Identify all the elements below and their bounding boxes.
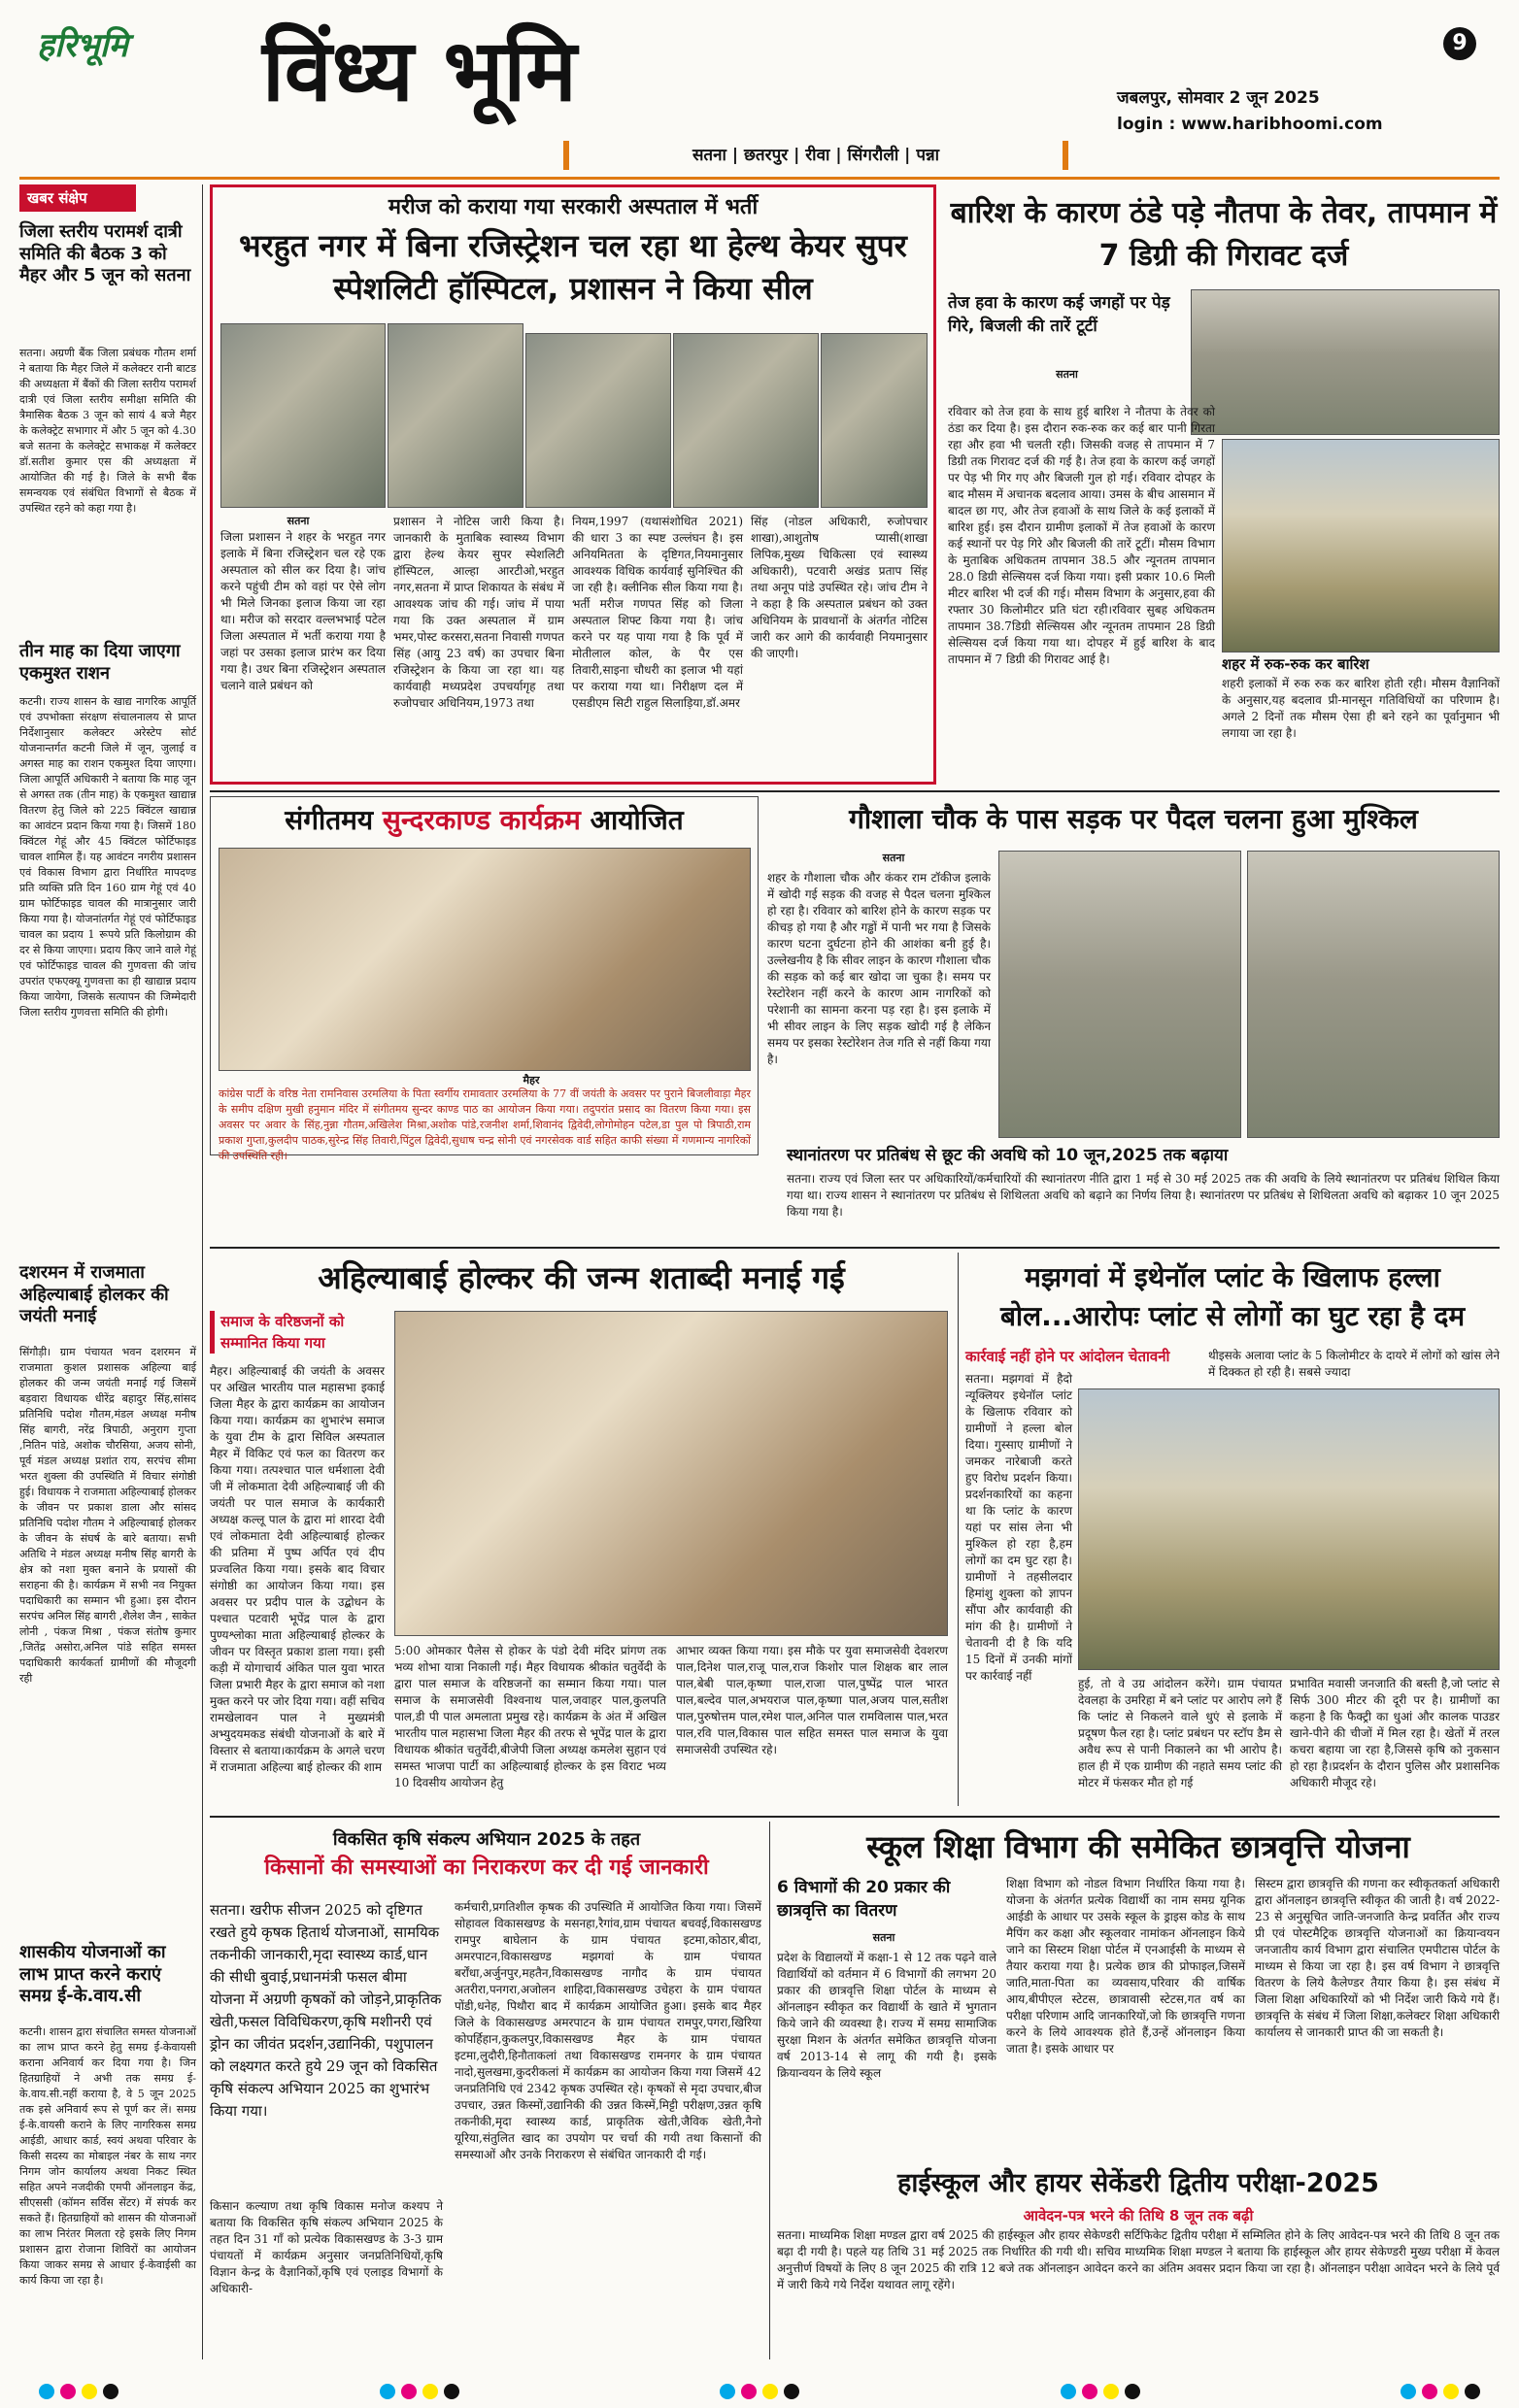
story-hospital xyxy=(210,184,936,785)
sidebar-item-body: कटनी। राज्य शासन के खाद्य नागरिक आपूर्ति एवं उपभोक्ता संरक्षण संचालनालय से प्राप्त निर्देशानुसार कलेक्टर अरेस्टेप सोर्ट योजनान्तर्गत कटनी जिले में जून, जुलाई व अगस्त माह का राशन एकमुश्त दिया जाएगा। जिला आपूर्ति अधिकारी ने बताया कि माह जून से अगस्त तक (तीन माह) के एकमुश्त खाद्यान्न वितरण हेतु जिले को 225 क्विंटल खाद्यान्न का आवंटन प्रदान किया गया है। जिसमें 180 क्विंटल गेहूं और 45 क्विंटल फोर्टिफाइड चावल शामिल हैं। यह आवंटन नगरीय प्रशासन एवं विकास विभाग द्वारा निर्धारित मापदण्ड प्रति व्यक्ति प्रति दिन 160 ग्राम गेहूं एवं 40 ग्राम फोर्टिफाइड चावल की मात्रानुसार जारी किया गया है। योजनांतर्गत गेहूं एवं फोर्टिफाइड चावल का प्रदाय 1 रूपये प्रति किलोग्राम की दर से किया जाएगा। प्रदाय किए जाने वाले गेहूं एवं फोर्टिफाइड चावल की गुणवत्ता की जांच उपरांत एफएक्यू गुणवत्ता का ही खाद्यान्न प्रदाय किया जायेगा, जिसके सत्यापन की जिम्मेदारी जिला स्तरीय गुणवत्ता समिति की होगी। xyxy=(19,695,196,1019)
registration-dot xyxy=(39,2384,54,2399)
sidebar-divider xyxy=(202,184,203,2359)
divider-vertical xyxy=(958,1253,959,1806)
photo-hospital-ward xyxy=(821,333,928,508)
registration-dot xyxy=(1401,2384,1416,2399)
sidebar xyxy=(19,184,196,2359)
section-title: विंध्य भूमि xyxy=(262,19,577,120)
photo-inspection xyxy=(673,333,819,508)
sidebar-item-body: सतना। अग्रणी बैंक जिला प्रबंधक गौतम शर्मा ने बताया कि मैहर जिले में कलेक्टर रानी बाटड की अध्यक्षता में बैंकों की जिला स्तरीय परामर्श दात्री एवं जिला स्तरीय समीक्षा समिति की त्रैमासिक बैठक 3 जून को सायं 4 बजे मैहर के कलेक्ट्रेट सभागार में और 5 जून को 4.30 बजे सतना के कलेक्ट्रेट सभाकक्ष में कलेक्टर डॉ.सतीश कुमार एस की अध्यक्षता में आयोजित की गई है। जिले के सभी बैंक समन्वयक एवं संबंधित विभागों से बैठक में उपस्थित रहने को कहा गया है। xyxy=(19,347,196,515)
registration-dot-group xyxy=(720,2384,799,2399)
registration-strip xyxy=(0,2375,1519,2408)
district-singrauli[interactable]: सिंगरौली xyxy=(847,146,899,165)
story-headline: भरहुत नगर में बिना रजिस्ट्रेशन चल रहा था हेल्थ केयर सुपर स्पेशलिटी हॉस्पिटल, प्रशासन ने किया सील xyxy=(239,227,907,307)
story-caption: कांग्रेस पार्टी के वरिष्ठ नेता रामनिवास उरमलिया के पिता स्वर्गीय रामावतार उरमलिया के 77 वीं जयंती के अवसर पर पुराने बिजलीवाड़ा मैहर के समीप दक्षिण मुखी हनुमान मंदिर में संगीतमय सुन्दर काण्ड पाठ का आयोजन किया गया। तदुपरांत प्रसाद का वितरण किया गया। इस अवसर पर अवार के सिंह,नुन्ना गौतम,अखिलेश मिश्रा,अशोक पांडे,रजनीश शर्मा,शिवानंद द्विवेदी,लोगोमोहन पटेल,डा पुल पो त्रिपाठी,राम प्रकाश गुप्ता,कुलदीप पाठक,सुरेन्द्र सिंह तिवारी,पिंटुल द्विवेदी,सुधाष चन्द्र सोनी एवं नगरसेवक वार्ड सहित काफी संख्या में गणमान्य नागरिकों की उपस्थिति रही। xyxy=(219,1087,751,1162)
photo-caption: शहर में रुक-रुक कर बारिश xyxy=(1222,655,1369,673)
story-body: शहर के गौशाला चौक और कंकर राम टॉकीज इलाके में खोदी गई सड़क की वजह से पैदल चलना मुश्किल हो रहा है। रविवार को बारिश होने के कारण सड़क पर कीचड़ हो गया है और गड्ढों में पानी भर गया है जिसके कारण घटना दुर्घटना होने की आशंका बनी हुई है। उल्लेखनीय है कि सीवर लाइन के कारण गौशाला चौक की सड़क को कई बार खोदा जा चुका है। समय पर रेस्टोरेशन नहीं करने के कारण आम नागरिकों को परेशानी का सामना करना पड़ रहा है। इस इलाके में भी सीवर लाइन के लिए सड़क खोदी गई है लेकिन समय पर इसका रेस्टोरेशन तेज गति से नहीं किया गया है। xyxy=(767,871,991,1066)
district-bar: सतना | छतरपुर | रीवा | सिंगरौली | पन्ना xyxy=(563,141,1068,170)
story-headline: मझगवां में इथेनॉल प्लांट के खिलाफ हल्ला बोल...आरोपः प्लांट से लोगों का घुट रहा है दम xyxy=(999,1261,1466,1332)
sidebar-item-head: शासकीय योजनाओं का लाभ प्राप्त करने कराएं समग्र ई-के.वाय.सी xyxy=(19,1942,166,2006)
photo-officials xyxy=(388,323,523,508)
divider-vertical xyxy=(769,1822,770,2359)
story-col-2: कर्मचारी,प्रगतिशील कृषक की उपस्थिति में आयोजित किया गया। जिसमें सोहावल विकासखण्ड के मसनहा,रैगांव,ग्राम पंचायत बचवई,विकासखण्ड रामपुर बाघेलान के ग्राम पंचायत इटमा,कोठार,बीदा, अमरपाटन,विकासखण्ड मझगवां के ग्राम पंचायत बर्रोंधा,अर्जुनपुर,महतैन,विकासखण्ड नागौद के ग्राम पंचायत अतरीरा,पनगरा,अजोलन शाहिदा,विकासखण्ड उचेहरा के ग्राम पंचायत पोंडी,धनेह, पिथौरा बाद में कार्यक्रम आयोजित हुआ। इसके बाद मैहर जिले के विकासखण्ड अमरपाटन के ग्राम पंचायत रामपुर,पगरा,खिरिया कोपर्हिहान,कुकलपुर,विकासखण्ड मैहर के ग्राम पंचायत इटमा,लुदौरी,हिनौताकलां तथा विकासखण्ड रामनगर के ग्राम पंचायत नादो,सुलखमा,कुदरीकलां में कार्यक्रम का आयोजन किया गया जिसमें 42 जनप्रतिनिधि एवं 2342 कृषक उपस्थित रहे। कृषकों से मृदा उपचार,बीज उपचार, उन्नत किस्मों,उद्यानिकी की उन्नत किस्में,मिट्टी परीक्षण,उन्नत कृषि तकनीकी,मृदा स्वास्थ्य कार्ड, प्राकृतिक खेती,जैविक खेती,नैनो यूरिया,संतुलित खाद का उपयोग पर चर्चा की गयी तथा किसानों की समस्याओं और उनके निराकरण से संबंधित जानकारी दी गई। xyxy=(455,1900,761,2161)
story-col-3: आभार व्यक्त किया गया। इस मौके पर युवा समाजसेवी देवशरण पाल,दिनेश पाल,राजू पाल,राज किशोर पाल शिक्षक बार लाल पाल,बेबी पाल,कृष्णा पाल,राजा पाल,पुष्पेंद्र पाल भारत पाल,बल्देव पाल,अभयराज पाल,कृष्णा पाल,अजय पाल,सतीश पाल,पुरुषोत्तम पाल,रमेश पाल,अनिल पाल रामविलास पाल,भरत पाल,रवि पाल,विकास पाल सहित समस्त पाल समाज के युवा समाजसेवी उपस्थित रहे। xyxy=(676,1644,948,1756)
story-krishi xyxy=(210,1822,763,2365)
page-number: 9 xyxy=(1443,27,1476,60)
registration-dot xyxy=(444,2384,459,2399)
photo-flooded-street xyxy=(1191,289,1500,435)
issue-date: जबलपुर, सोमवार 2 जून 2025 xyxy=(1117,88,1320,108)
story-ethanol xyxy=(965,1253,1500,1811)
registration-dot xyxy=(784,2384,799,2399)
story-subhead: समाज के वरिष्ठजनों को सम्मानित किया गया xyxy=(210,1311,385,1354)
story-bottom-right: प्रभावित मवासी जनजाति की बस्ती है,जो प्लांट से सिर्फ 300 मीटर की दूरी पर है। ग्रामीणों का कहना है कि फैक्ट्री का धुआं और कालक पाउडर खाने-पीने की चीजों में मिल रहा है। खेतों में तरल कचरा बहाया जा रहा है,जिससे कृषि को नुकसान हो रहा है।प्रदर्शन के दौरान पुलिस और प्रशासनिक अधिकारी मौजूद रहे। xyxy=(1290,1677,1500,1789)
story-col-2: शिक्षा विभाग को नोडल विभाग निर्धारित किया गया है। योजना के अंतर्गत प्रत्येक विद्यार्थी का नाम समग्र यूनिक आईडी के आधार पर उसके स्कूल के ड्राइस कोड के साथ मैपिंग कर कक्षा और स्कूलवार नामांकन ऑनलाइन किये जाने का सिस्टम शिक्षा पोर्टल में एनआईसी के माध्यम से तैयार कराया गया है। प्रत्येक छात्र की प्रोफाइल,जिसमें जाति,माता-पिता का व्यवसाय,परिवार की वार्षिक आय,बीपीएल स्टेटस, छात्रावासी स्टेटस,गत वर्ष का परीक्षा परिणाम आदि जानकारियों,जो कि छात्रवृत्ति गणना करने के लिये आवश्यक होते हैं,उन्हें ऑनलाइन किया जाता है। इसके आधार पर xyxy=(1006,1877,1245,2056)
story-credit: सतना xyxy=(872,1931,895,1944)
sidebar-item-body: कटनी। शासन द्वारा संचालित समस्त योजनाओं का लाभ प्राप्त करने हेतु समग्र ई-केवायसी कराना अनिवार्य कर दिया गया है। जिन हितग्राहियों ने अभी तक समग्र ई-के.वाय.सी.नहीं कराया है, वे 5 जून 2025 तक इसे अनिवार्य रूप से पूर्ण कर लें। समग्र ई-के.वायसी कराने के लिए नागरिकस समग्र आईडी, आधार कार्ड, स्वयं अथवा परिवार के किसी सदस्य का मोबाइल नंबर के साथ नगर निगम जोन कार्यालय अथवा निकट स्थित सहित अपने नजदीकी एमपी ऑनलाइन केंद्र, सीएससी (कॉमन सर्विस सेंटर) में संपर्क कर सकते हैं। हितग्राहियों को शासन की योजनाओं का लाभ निरंतर मिलता रहे इसके लिए निगम प्रशासन द्वारा रोजाना शिविरों का आयोजन किया जाकर समग्र से आधार ई-केवाईसी का कार्य किया जा रहा है। xyxy=(19,2025,196,2287)
story-kicker: मरीज को कराया गया सरकारी अस्पताल में भर्ती xyxy=(388,195,759,219)
story-credit: मैहर xyxy=(523,1074,540,1087)
story-body: रविवार को तेज हवा के साथ हुई बारिश ने नौतपा के तेवर को ठंडा कर दिया है। इस दौरान रुक-रुक कर कई बार पानी गिरता रहा और हवा भी चलती रही। जिसकी वजह से तापमान में 7 डिग्री तक गिरावट दर्ज की गई है। तेज हवा के कारण कई जगहों पर पेड़ भी गिर गए और बिजली गुल हो गई। रविवार दोपहर के बाद मौसम में अचानक बदलाव आया। उमस के बीच आसमान में बादल छा गए, और तेज हवाओं के साथ जिले के कई इलाकों में बारिश हुई। इस दौरान ग्रामीण इलाकों में तेज हवाओं के कारण कई स्थानों पर पेड़ गिरे और बिजली की तारें टूटीं। मौसम विभाग के मुताबिक अधिकतम तापमान 38.5 और न्यूनतम तापमान 28.0 डिग्री सेल्सियस दर्ज किया गया। इसी प्रकार 10.6 मिली मीटर बारिश भी दर्ज की गई। मौसम विभाग के अनुसार,हवा की रफ्तार 30 किलोमीटर प्रति घंटा रही।रविवार सुबह अधिकतम तापमान 38.7डिग्री सेल्सियस और न्यूनतम तापमान 28 डिग्री सेल्सियस दर्ज किया गया था। दोपहर में हुई बारिश के बाद तापमान में 7 डिग्री की गिरावट आई है। xyxy=(948,405,1215,666)
registration-dot xyxy=(1061,2384,1076,2399)
story-top-right: थीइसके अलावा प्लांट के 5 किलोमीटर के दायरे में लोगों को खांस लेने में दिक्कत हो रही है। सबसे ज्यादा xyxy=(1208,1349,1500,1379)
story-headline: किसानों की समस्याओं का निराकरण कर दी गई जानकारी xyxy=(264,1856,709,1880)
registration-dot-group xyxy=(380,2384,459,2399)
divider xyxy=(210,1247,1500,1249)
story-col-2: प्रशासन ने नोटिस जारी किया है। जानकारी के मुताबिक स्वास्थ्य विभाग द्वारा हेल्थ केयर सुपर स्पेशलिटी हॉस्पिटल, आल्हा आरटीओ,भरहुत नगर,सतना में प्राप्त शिकायत के संबंध में आवश्यक जांच की गई। जांच में पाया गया कि उक्त अस्पताल में ग्राम भमर,पोस्ट करसरा,सतना निवासी गणपत सिंह (आयु 23 वर्ष) का उपचार बिना रजिस्ट्रेशन के किया जा रहा था। यह कार्यवाही मध्यप्रदेश उपचर्यागृह तथा रुजोपचार अधिनियम,1973 तथा xyxy=(393,515,564,710)
story-headline: स्कूल शिक्षा विभाग की समेकित छात्रवृत्ति योजना xyxy=(866,1828,1410,1865)
photo-waterlogged-lane xyxy=(1247,851,1500,1138)
district-panna[interactable]: पन्ना xyxy=(916,146,940,165)
district-satna[interactable]: सतना xyxy=(692,146,726,165)
story-col-1: सतना। मझगवां में हैदो न्यूक्लियर इथेनॉल प्लांट के खिलाफ रविवार को ग्रामीणों ने हल्ला बोल दिया। गुस्साए ग्रामीणों ने जमकर नारेबाजी करते हुए विरोध प्रदर्शन किया। प्रदर्शनकारियों का कहना था कि प्लांट के कारण यहां पर सांस लेना भी मुश्किल हो रहा है,हम लोगों का दम घुट रहा है। ग्रामीणों ने तहसीलदार हिमांशु शुक्ला को ज्ञापन सौंपा और कार्यवाही की मांग की है। ग्रामीणों ने चेतावनी दी है कि यदि 15 दिनों में उनकी मांगों पर कार्रवाई नहीं xyxy=(965,1372,1072,1683)
registration-dot xyxy=(380,2384,395,2399)
sidebar-item-head: जिला स्तरीय परामर्श दात्री समिति की बैठक 3 को मैहर और 5 जून को सतना xyxy=(19,221,191,285)
registration-dot xyxy=(720,2384,735,2399)
story-kicker: विकसित कृषि संकल्प अभियान 2025 के तहत xyxy=(332,1829,641,1850)
registration-dot xyxy=(1465,2384,1480,2399)
story-credit: सतना xyxy=(287,515,310,527)
district-chhatarpur[interactable]: छतरपुर xyxy=(744,146,789,165)
story-subhead: तेज हवा के कारण कई जगहों पर पेड़ गिरे, बिजली की तारें टूटीं xyxy=(948,293,1170,336)
story-sundarkand xyxy=(210,796,759,1162)
story-col-2: 5:00 ओमकार पैलेस से होकर के पंडो देवी मंदिर प्रांगण तक भव्य शोभा यात्रा निकाली गई। मैहर विधायक श्रीकांत चतुर्वेदी के द्वारा पाल समाज के वरिष्ठजनों का सम्मान किया गया। पाल समाज के समाजसेवी विश्वनाथ पाल,जवाहर पाल,कुलपति पाल,डी पी पाल अमलाता प्रमुख रहे। कार्यक्रम के अंत में अखिल भारतीय पाल महासभा जिला मैहर की तरफ से भूपेंद्र पाल के द्वारा विधायक श्रीकांत चतुर्वेदी,बीजेपी जिला अध्यक्ष कमलेश सुहान एवं समस्त भाजपा पार्टी का अहिल्याबाई होल्कर के इस विराट भव्य 10 दिवसीय आयोजन हेतु xyxy=(394,1644,666,1789)
story-exam xyxy=(777,2167,1500,2361)
divider xyxy=(210,790,1500,792)
story-transfer xyxy=(767,1146,1500,1243)
story-gaushala xyxy=(767,796,1500,1146)
photo-sealed-door xyxy=(220,323,386,508)
registration-dot xyxy=(1125,2384,1140,2399)
story-subhead: आवेदन-पत्र भरने की तिथि 8 जून तक बढ़ी xyxy=(1023,2207,1254,2224)
registration-dot xyxy=(103,2384,118,2399)
story-body: सतना। माध्यमिक शिक्षा मण्डल द्वारा वर्ष 2025 की हाईस्कूल और हायर सेकेण्डरी सर्टिफिकेट द्वितीय परीक्षा में सम्मिलित होने के लिए आवेदन-पत्र भरने की तिथि 8 जून तक बढ़ा दी गयी है। पहले यह तिथि 31 मई 2025 तक निर्धारित की गयी थी। सचिव माध्यमिक शिक्षा मण्डल ने बताया कि हाईस्कूल और हायर सेकेण्डरी मुख्य परीक्षा में केवल अनुत्तीर्ण विषयों के लिए 8 जून 2025 की रात्रि 12 बजे तक ऑनलाइन आवेदन करने का अंतिम अवसर प्रदान किया जा रहा है। ऑनलाइन परीक्षा आवेदन भरने के लिये पूर्व में जारी किये गये निर्देश यथावत लागू रहेंगे। xyxy=(777,2228,1500,2291)
story-headline: संगीतमय सुन्दरकाण्ड कार्यक्रम आयोजित xyxy=(285,804,684,836)
masthead xyxy=(0,0,1519,184)
story-bottom-mid: हुई, तो वे उग्र आंदोलन करेंगे। ग्राम पंचायत देवलहा के उमरिहा में बने प्लांट पर आरोप लगे हैं कि प्लांट से निकलने वाले धुएं से इलाके में प्रदूषण फैल रहा है। प्लांट प्रबंधन पर स्टॉप डैम से अवैध रूप से पानी निकालने का भी आरोप है। हाल ही में एक ग्रामीण की नहाते समय प्लांट की मोटर में फंसकर मौत हो गई xyxy=(1078,1677,1282,1789)
registration-dot xyxy=(1082,2384,1097,2399)
registration-dot xyxy=(60,2384,76,2399)
story-scholarship xyxy=(777,1822,1500,2161)
sidebar-item-body: सिंगौड़ी। ग्राम पंचायत भवन दशरमन में राजमाता कुशल प्रशासक अहिल्या बाई होलकर की जन्म जयंती मनाई गई जिसमें बड़वारा विधायक धीरेंद्र बहादुर सिंह,सांसद प्रतिनिधि पदोश गौतम,मंडल अध्यक्ष मनीष सिंह बागरी, नरेंद्र त्रिपाठी, अनुराग गुप्ता ,नितिन पांडे, अशोक चौरसिया, अजय सोनी, पूर्व मंडल अध्यक्ष प्रशांत राय, सरपंच सीमा भरत शुक्ला की उपस्थिति में विचार संगोष्ठी हुई। विधायक ने राजमाता अहिल्याबाई होलकर के जीवन पर प्रकाश डाला और सांसद प्रतिनिधि पदोश गौतम ने अहिल्याबाई होलकर के जीवन के संघर्ष के बारे बताया। सभी अतिथि ने मंडल अध्यक्ष मनीष सिंह बागरी के क्षेत्र को नशा मुक्त बनाने के प्रयासों की सराहना की है। कार्यक्रम में सभी नव नियुक्त पदाधिकारी का सम्मान भी हुआ। इस दौरान सरपंच अनिल सिंह बागरी ,शैलेश जैन , साकेत लोनी , पंकज मिश्रा , पंकज संतोष कुमार ,जितेंद्र असोरा,अनिल पांडे सहित समस्त पदाधिकारी कार्यकर्ता ग्रामीणों की मौजूदगी रही xyxy=(19,1346,196,1685)
registration-dot xyxy=(1422,2384,1437,2399)
photo-pal-samaj xyxy=(394,1311,948,1636)
registration-dot-group xyxy=(1401,2384,1480,2399)
registration-dot xyxy=(1103,2384,1119,2399)
registration-dot xyxy=(82,2384,97,2399)
photo-patient-bed xyxy=(525,333,671,508)
story-credit: सतना xyxy=(1056,368,1078,381)
brand-logo: हरिभूमि xyxy=(37,26,128,65)
registration-dot xyxy=(762,2384,778,2399)
photo-ethanol-protest xyxy=(1078,1388,1500,1670)
story-body: सतना। राज्य एवं जिला स्तर पर अधिकारियों/कर्मचारियों की स्थानांतरण नीति द्वारा 1 मई से 30 मई 2025 तक की अवधि के लिये स्थानांतरण पर प्रतिबंध शिथिल किया गया था। राज्य शासन ने स्थानांतरण पर प्रतिबंध से शिथिलता अवधि को बढ़ाने का निर्णय लिया है। स्थानांतरण पर प्रतिबंध से शिथिलता अवधि को बढ़ाकर 10 जून 2025 किया गया है। xyxy=(787,1172,1500,1219)
story-credit: सतना xyxy=(882,852,905,864)
registration-dot xyxy=(422,2384,438,2399)
district-rewa[interactable]: रीवा xyxy=(805,146,830,165)
photo-muddy-road xyxy=(998,851,1241,1138)
story-subhead: 6 विभागों की 20 प्रकार की छात्रवृत्ति का वितरण xyxy=(777,1878,951,1921)
photo-fallen-tree xyxy=(1222,439,1500,652)
registration-dot-group xyxy=(1061,2384,1140,2399)
story-lead: सतना। खरीफ सीजन 2025 को दृष्टिगत रखते हुये कृषक हितार्थ योजनाओं, सामयिक तकनीकी जानकारी,मृदा स्वास्थ्य कार्ड,धान की सीधी बुवाई,प्रधानमंत्री फसल बीमा योजना में अग्रणी कृषकों को जोड़ने,प्राकृतिक खेती,फसल विविधिकरण,कृषि मशीनरी एवं ड्रोन का जीवंत प्रदर्शन,उद्यानिकी, पशुपालन को लक्ष्यगत करते हुये 29 जून को विकसित कृषि संकल्प अभियान 2025 का शुभारंभ किया गया। xyxy=(210,1901,442,2120)
story-col-3: नियम,1997 (यथासंशोधित 2021) की धारा 3 का स्पष्ट उल्लंघन है। इस अनियमितता के दृष्टिगत,नियमानुसार आवश्यक विधिक कार्यवाई सुनिश्चित की जा रही है। क्लीनिक सील किया गया है। भर्ती मरीज गणपत सिंह को जिला अस्पताल शिफ्ट किया गया है। जांच करने पर यह पाया गया है कि पूर्व में मोतीलाल कोल, के पैर एस तिवारी,साइना चौधरी का इलाज भी यहां पर कराया गया था। निरीक्षण दल में एसडीएम सिटी राहुल सिलाड़िया,डॉ.अमर xyxy=(572,515,743,710)
masthead-rule xyxy=(19,177,1500,180)
story-headline: स्थानांतरण पर प्रतिबंध से छूट की अवधि को 10 जून,2025 तक बढ़ाया xyxy=(787,1146,1229,1165)
story-col-1: प्रदेश के विद्यालयों में कक्षा-1 से 12 तक पढ़ने वाले विद्यार्थियों को वर्तमान में 6 विभागों की लगभग 20 प्रकार की छात्रवृत्ति शिक्षा पोर्टल के माध्यम से ऑनलाइन स्वीकृत कर विद्यार्थी के खाते में भुगतान किये जाने की व्यवस्था है। राज्य में समग्र सामाजिक सुरक्षा मिशन के अंतर्गत समेकित छात्रवृत्ति योजना वर्ष 2013-14 से लागू की गयी है। इसके क्रियान्वयन के लिये स्कूल xyxy=(777,1951,996,2080)
registration-dots xyxy=(39,2381,1480,2402)
registration-dot xyxy=(1443,2384,1459,2399)
photo-sundarkand-gathering xyxy=(219,848,751,1071)
story-col-4: सिंह (नोडल अधिकारी, रुजोपचार शाखा),आशुतोष प्यासी(शाखा लिपिक,मुख्य चिकित्सा एवं स्वास्थ्य अधिकारी), पटवारी अखंड प्रताप सिंह तथा अनूप पांडे उपस्थित रहे। जांच टीम ने ने कहा है कि अस्पताल प्रबंधन को उक्त अधिनियम के प्रावधानों के अंतर्गत नोटिस जारी कर आगे की कार्यवाही नियमानुसार की जाएगी। xyxy=(751,515,928,660)
story-headline: बारिश के कारण ठंडे पड़े नौतपा के तेवर, तापमान में 7 डिग्री की गिरावट दर्ज xyxy=(950,196,1498,273)
registration-dot xyxy=(741,2384,757,2399)
story-col-3: सिस्टम द्वारा छात्रवृत्ति की गणना कर स्वीकृतकर्ता अधिकारी द्वारा ऑनलाइन छात्रवृत्ति स्वीकृत की जाती है। वर्ष 2022-23 से अनुसूचित जाति-जनजाति केन्द्र प्रवर्तित और राज्य प्री एवं पोस्टमैट्रिक छात्रवृत्ति योजनाओं का क्रियान्वयन जनजातीय कार्य विभाग द्वारा संचालित एमपीटास पोर्टल के माध्यम से किया जा रहा है। इस वर्ष विभाग ने छात्रवृत्ति वितरण के लिये कैलेण्डर तैयार किया है। इस संबंध में जिला शिक्षा अधिकारियों को भी निर्देश जारी किये गये हैं।छात्रवृत्ति के संबंध में जिला शिक्षा,कलेक्टर शिक्षा अधिकारी कार्यालय से जानकारी प्राप्त की जा सकती है। xyxy=(1255,1877,1500,2039)
sidebar-item-head: दशरमन में राजमाता अहिल्याबाई होलकर की जयंती मनाई xyxy=(19,1262,169,1326)
story-rain xyxy=(948,184,1500,785)
sidebar-label: खबर संक्षेप xyxy=(19,184,136,212)
registration-dot xyxy=(401,2384,417,2399)
story-ahilya xyxy=(210,1253,953,1811)
story-col-1: जिला प्रशासन ने शहर के भरहुत नगर इलाके में बिना रजिस्ट्रेशन चल रहे एक अस्पताल को सील कर दिया है। जांच करने पहुंची टीम को वहां पर ऐसे लोग भी मिले जिनका इलाज किया जा रहा था। मरीज को सरदार वल्लभभाई पटेल जिला अस्पताल में भर्ती कराया गया है जहां पर उसका इलाज प्रारंभ कर दिया गया है। उधर बिना रजिस्ट्रेशन अस्पताल चलाने वाले प्रबंधन को xyxy=(220,530,386,692)
story-headline: गौशाला चौक के पास सड़क पर पैदल चलना हुआ मुश्किल xyxy=(849,803,1418,835)
story-subhead: कार्रवाई नहीं होने पर आंदोलन चेतावनी xyxy=(965,1348,1170,1365)
divider xyxy=(210,1816,1500,1818)
story-col-1: मैहर। अहिल्याबाई की जयंती के अवसर पर अखिल भारतीय पाल महासभा इकाई जिला मैहर के द्वारा कार्यक्रम का आयोजन किया गया। कार्यक्रम का शुभारंभ समाज के युवा टीम के द्वारा सिविल अस्पताल मैहर में विकिट एवं फल का वितरण कर किया गया। तत्पश्चात पाल धर्मशाला देवी जी में लोकमाता देवी अहिल्याबाई जी की जयंती पर पाल समाज के कार्यकारी अध्यक्ष कल्लू पाल के द्वारा मां शारदा देवी एवं लोकमाता देवी अहिल्याबाई होल्कर की प्रतिमा में पुष्प अर्पित एवं दीप प्रज्वलित किया गया। इसके बाद विचार संगोष्ठी का आयोजन किया गया। इस अवसर पर प्रदीप पाल के उद्बोधन के पश्चात पटवारी भूपेंद्र पाल के द्वारा पुण्यश्लोका माता अहिल्याबाई होल्कर के जीवन पर विस्तृत प्रकाश डाला गया। इसी कड़ी में योगाचार्य अंकित पाल युवा भारत जिला प्रभारी मैहर के द्वारा समाज को नशा मुक्त करने पर जोर दिया गया। वहीं सचिव रामखेलावन पाल ने मुख्यमंत्री अभ्युदयमकड संबंधी योजनाओं के बारे में विस्तार से बताया।कार्यक्रम के अगले चरण में राजमाता अहिल्या बाई होल्कर की शाम xyxy=(210,1364,385,1774)
story-headline: हाईस्कूल और हायर सेकेंडरी द्वितीय परीक्षा-2025 xyxy=(897,2168,1379,2198)
login-url: login : www.haribhoomi.com xyxy=(1117,115,1383,134)
story-headline: अहिल्याबाई होल्कर की जन्म शताब्दी मनाई गई xyxy=(318,1259,845,1296)
story-lead-2: किसान कल्याण तथा कृषि विकास मनोज कश्यप ने बताया कि विकसित कृषि संकल्प अभियान 2025 के तहत दिन 31 गाँ को प्रत्येक विकासखण्ड के 3-3 ग्राम पंचायतों में कार्यक्रम अनुसार जनप्रतिनिधियों,कृषि विज्ञान केन्द्र के वैज्ञानिकों,कृषि एवं एलाइड विभागों के अधिकारी- xyxy=(210,2199,443,2295)
sidebar-item-head: तीन माह का दिया जाएगा एकमुश्त राशन xyxy=(19,641,181,684)
story-side-body: शहरी इलाकों में रुक रुक कर बारिश होती रही। मौसम वैज्ञानिकों के अनुसार,यह बदलाव प्री-मानसून गतिविधियों का परिणाम है। अगले 2 दिनों तक मौसम ऐसा ही बने रहने का पूर्वानुमान भी लगाया जा रहा है। xyxy=(1222,677,1500,740)
registration-dot-group xyxy=(39,2384,118,2399)
